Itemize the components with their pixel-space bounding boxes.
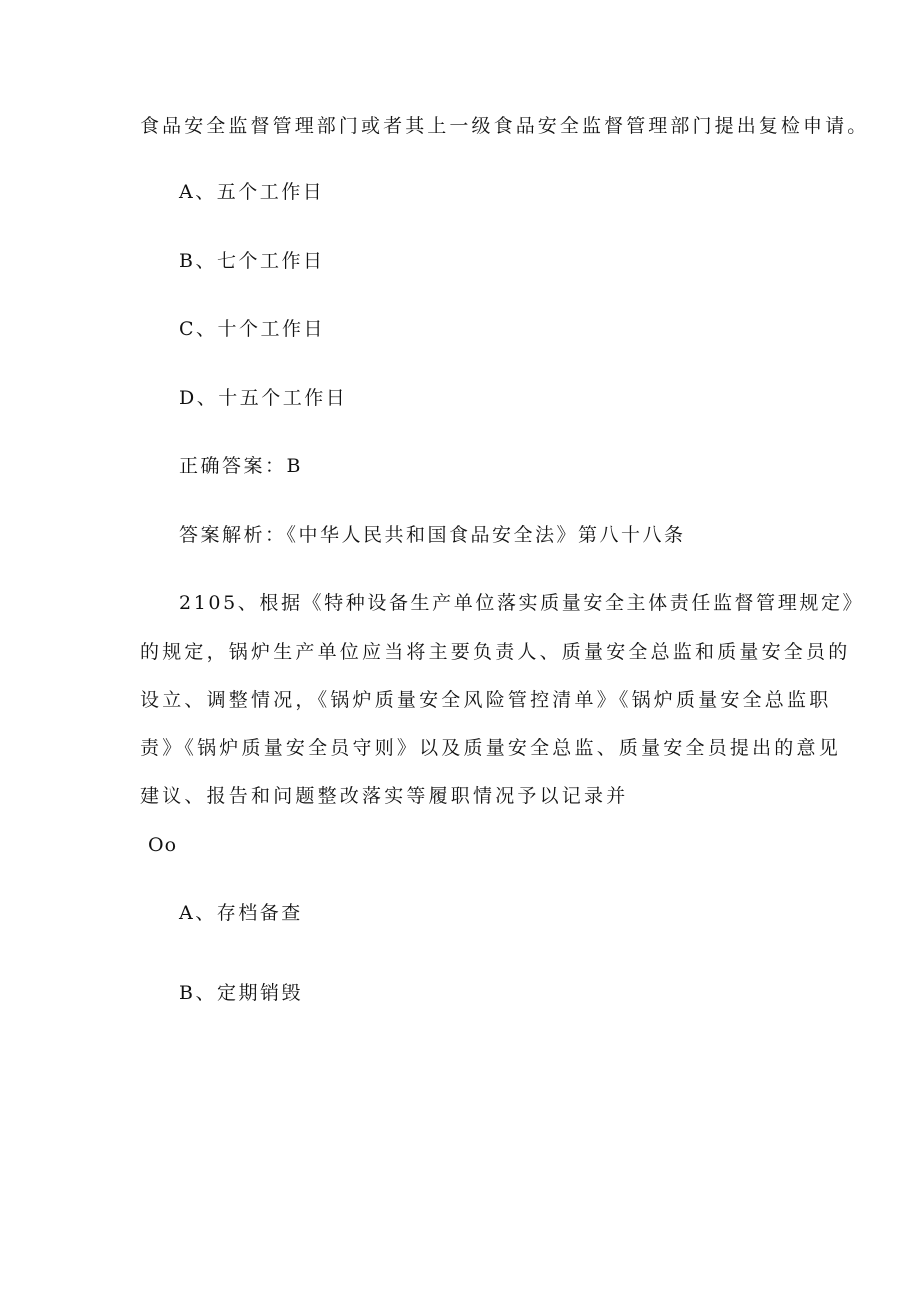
option-a: A、存档备查 bbox=[179, 902, 303, 924]
question-2105-blank: Oo bbox=[148, 834, 178, 856]
question-2105-line-1: 2105、根据《特种设备生产单位落实质量安全主体责任监督管理规定》 bbox=[179, 592, 865, 614]
question-2105-line-4: 责》《锅炉质量安全员守则》以及质量安全总监、质量安全员提出的意见 bbox=[140, 737, 841, 759]
question-2105-line-5: 建议、报告和问题整改落实等履职情况予以记录并 bbox=[140, 785, 629, 807]
option-b: B、七个工作日 bbox=[179, 250, 325, 272]
option-b: B、定期销毁 bbox=[179, 982, 303, 1004]
option-a: A、五个工作日 bbox=[179, 181, 325, 203]
question-2105-line-2: 的规定，锅炉生产单位应当将主要负责人、质量安全总监和质量安全员的 bbox=[140, 641, 851, 663]
option-c: C、十个工作日 bbox=[179, 318, 326, 340]
question-text-continuation: 食品安全监督管理部门或者其上一级食品安全监督管理部门提出复检申请。 bbox=[140, 115, 870, 137]
answer-analysis: 答案解析：《中华人民共和国食品安全法》第八十八条 bbox=[179, 524, 686, 546]
option-d: D、十五个工作日 bbox=[179, 387, 348, 409]
correct-answer: 正确答案：B bbox=[179, 455, 303, 477]
question-2105-line-3: 设立、调整情况，《锅炉质量安全风险管控清单》《锅炉质量安全总监职 bbox=[140, 689, 832, 711]
